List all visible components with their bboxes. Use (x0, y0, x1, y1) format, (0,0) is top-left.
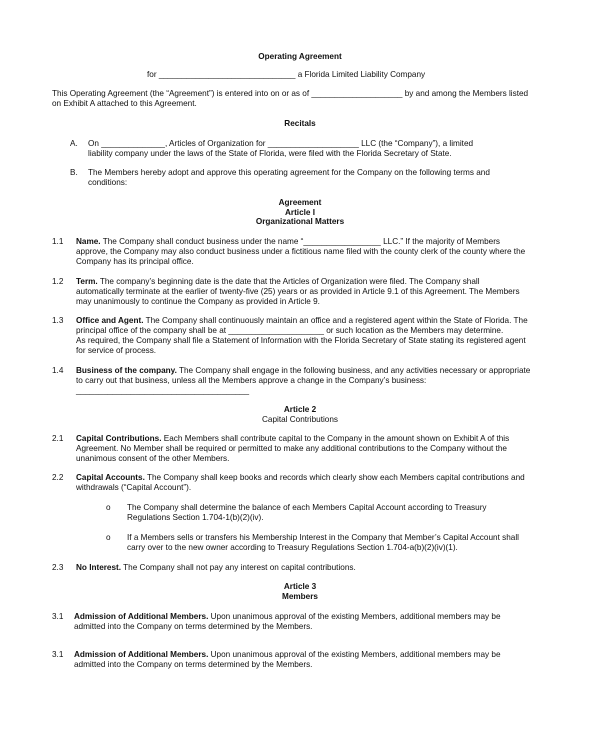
section-2-2-line-2: withdrawals (“Capital Account”). (76, 483, 192, 492)
recital-a-line-2: liability company under the laws of the State of Florida, were filed with the Florida Secretary of State. (88, 149, 452, 158)
section-3-1-title: Admission of Additional Members. (74, 612, 209, 621)
section-1-4-line-2: to carry out that business, unless all the Members approve a change in the Company’s business: (76, 376, 427, 385)
section-1-2-line-1: Term. The company’s beginning date is the date that the Articles of Organization were filed. The Company shall (76, 277, 480, 286)
section-1-4-line-1: Business of the company. The Company shall engage in the following business, and any activities necessary or appropriate (76, 366, 531, 375)
section-3-2-line-2: admitted into the Company on terms determined by the Members. (74, 660, 313, 669)
section-1-1-line-1: Name. The Company shall conduct business under the name “_________________ LLC.” If the majority of Members (76, 237, 501, 246)
for-line: for ______________________________ a Florida Limited Liability Company (147, 70, 426, 79)
section-3-1-line-2: admitted into the Company on terms determined by the Members. (74, 622, 313, 631)
bullet-1-line-1: The Company shall determine the balance of each Members Capital Account according to Treasury (127, 503, 487, 512)
section-2-1-line-1: Capital Contributions. Each Members shall contribute capital to the Company in the amount shown on Exhibit A of this (76, 434, 510, 443)
recital-b-line-2: conditions: (88, 178, 128, 187)
bullet-2-line-1: If a Members sells or transfers his Membership Interest in the Company that Member’s Capital Account shall (127, 533, 519, 542)
article-2-heading: Article 2 (283, 405, 317, 414)
recitals-heading: Recitals (284, 119, 316, 128)
section-2-1-line-2: Agreement. No Member shall be required or permitted to make any additional contributions to the Company without the (76, 444, 507, 453)
article-2-title: Capital Contributions (261, 415, 338, 424)
intro-line-2: on Exhibit A attached to this Agreement. (52, 99, 197, 108)
agreement-heading: Agreement (278, 198, 322, 207)
article-1-heading: Article I (284, 208, 316, 217)
section-2-2-line-1: Capital Accounts. The Company shall keep books and records which clearly show each Members capital contributions and (76, 473, 525, 482)
section-1-3-title: Office and Agent. (76, 316, 144, 325)
article-3-title: Members (282, 592, 318, 601)
bullet-icon: o (106, 503, 111, 512)
section-3-2-title: Admission of Additional Members. (74, 650, 209, 659)
bullet-2-line-2: carry over to the new owner according to Treasury Regulations Section 1.704-a(b)(2)(iv)(1). (127, 543, 458, 552)
recital-a-label: A. (70, 139, 78, 148)
bullet-1-line-2: Regulations Section 1.704-1(b)(2)(iv). (127, 513, 264, 522)
section-1-3-line-4: for service of process. (76, 346, 157, 355)
recital-a-line-1: On ______________, Articles of Organization for ____________________ LLC (the “Company”), a limited (88, 139, 474, 148)
section-1-2-line-3: may unanimously to continue the Company as provided in Article 9. (76, 297, 320, 306)
recital-b-line-1: The Members hereby adopt and approve this operating agreement for the Company on the following terms and (88, 168, 490, 177)
section-1-3-number: 1.3 (52, 316, 64, 325)
document-title: Operating Agreement (258, 52, 342, 61)
section-2-2-number: 2.2 (52, 473, 64, 482)
section-3-1-line-1: Admission of Additional Members. Upon unanimous approval of the existing Members, additional members may be (74, 612, 501, 621)
section-2-3-line-1: No Interest. The Company shall not pay any interest on capital contributions. (76, 563, 356, 572)
section-3-1-number: 3.1 (52, 612, 64, 621)
section-1-1-number: 1.1 (52, 237, 64, 246)
article-3-heading: Article 3 (283, 582, 317, 591)
section-1-3-line-1: Office and Agent. The Company shall continuously maintain an office and a registered agent within the State of Florida. The (76, 316, 528, 325)
section-1-4-title: Business of the company. (76, 366, 177, 375)
article-1-title: Organizational Matters (255, 217, 345, 226)
section-2-1-title: Capital Contributions. (76, 434, 162, 443)
section-3-2-line-1: Admission of Additional Members. Upon unanimous approval of the existing Members, additional members may be (74, 650, 501, 659)
section-1-3-line-3: As required, the Company shall file a Statement of Information with the Florida Secretary of State stating its registered agent (76, 336, 526, 345)
section-3-2-number: 3.1 (52, 650, 64, 659)
section-1-4-number: 1.4 (52, 366, 64, 375)
section-1-2-number: 1.2 (52, 277, 64, 286)
section-2-3-title: No Interest. (76, 563, 122, 572)
section-2-3-number: 2.3 (52, 563, 64, 572)
section-1-3-line-2: principal office of the company shall be at _____________________ or such location as the Members may determine. (76, 326, 504, 335)
section-2-2-title: Capital Accounts. (76, 473, 145, 482)
section-1-1-title: Name. (76, 237, 101, 246)
section-1-4-line-3: ______________________________________ (76, 386, 250, 395)
section-1-2-title: Term. (76, 277, 98, 286)
intro-line-1: This Operating Agreement (the “Agreement”) is entered into on or as of ____________________ by and among the Members listed (52, 89, 529, 98)
section-2-1-line-3: unanimous consent of the other Members. (76, 454, 230, 463)
section-2-1-number: 2.1 (52, 434, 64, 443)
bullet-icon: o (106, 533, 111, 542)
recital-b-label: B. (70, 168, 78, 177)
section-1-1-line-2: approve, the Company may also conduct business under a fictitious name filed with the county clerk of the county where the (76, 247, 526, 256)
section-1-1-line-3: Company has its principal office. (76, 257, 194, 266)
section-1-2-line-2: automatically terminate at the earlier of twenty-five (25) years or as provided in Article 9.1 of this Agreement. The Members (76, 287, 520, 296)
